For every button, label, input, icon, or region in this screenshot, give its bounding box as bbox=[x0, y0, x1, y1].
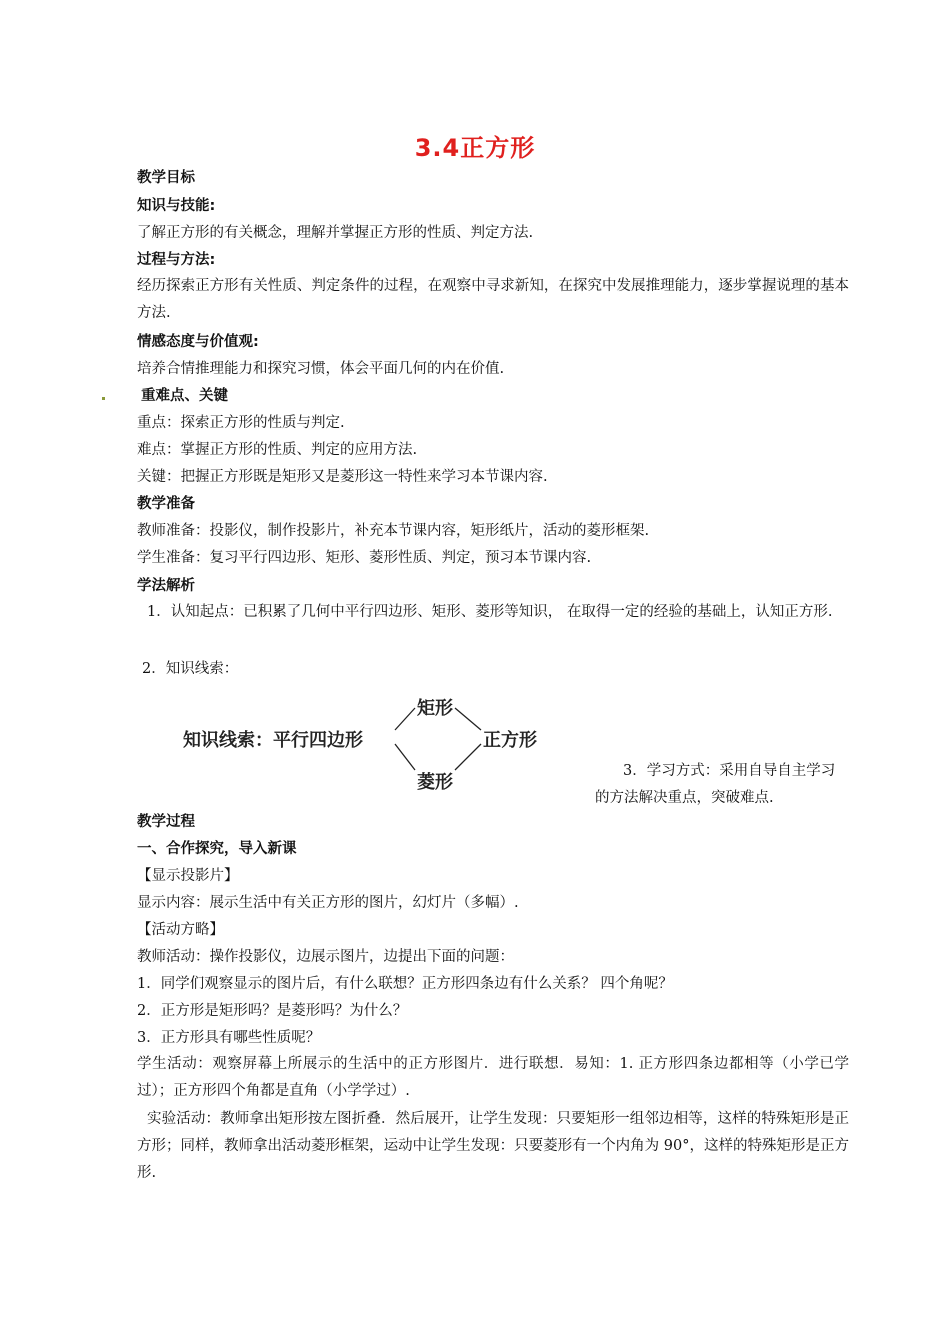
diagram-rectangle-label: 矩形 bbox=[417, 698, 453, 719]
show-slides-label: 【显示投影片】 bbox=[137, 868, 239, 884]
diagram-prefix-label: 知识线索：平行四边形 bbox=[183, 730, 363, 751]
heading-teaching-goals: 教学目标 bbox=[137, 170, 195, 186]
heading-knowledge-skills: 知识与技能: bbox=[137, 198, 216, 214]
student-preparation-text: 学生准备：复习平行四边形、矩形、菱形性质、判定，预习本节课内容. bbox=[137, 550, 592, 566]
bullet-dot bbox=[102, 397, 105, 400]
method-item-2: 2．知识线索： bbox=[142, 661, 239, 677]
attitude-text: 培养合情推理能力和探究习惯，体会平面几何的内在价值. bbox=[137, 361, 505, 377]
method-item-3: 3．学习方式：采用自导自主学习的方法解决重点，突破难点. bbox=[595, 763, 836, 806]
heading-learning-method: 学法解析 bbox=[137, 578, 195, 594]
question-3: 3．正方形具有哪些性质呢？ bbox=[137, 1030, 321, 1046]
question-2: 2．正方形是矩形吗？是菱形吗？为什么？ bbox=[137, 1003, 408, 1019]
activity-strategy-label: 【活动方略】 bbox=[137, 922, 224, 938]
diagram-square-label: 正方形 bbox=[483, 730, 537, 751]
diagram-rhombus-label: 菱形 bbox=[417, 772, 453, 793]
question-1: 1．同学们观察显示的图片后，有什么联想？正方形四条边有什么关系？ 四个角呢？ bbox=[137, 976, 673, 992]
knowledge-thread-diagram bbox=[183, 690, 553, 798]
page-title: 3.4正方形 bbox=[414, 134, 536, 162]
section-1-title: 一、合作探究，导入新课 bbox=[137, 841, 297, 857]
student-activity-text: 学生活动：观察屏幕上所展示的生活中的正方形图片．进行联想．易知：1. 正方形四条边都相等（小学已学过）；正方形四个角都是直角（小学学过）. bbox=[137, 1056, 849, 1099]
key-text: 关键：把握正方形既是矩形又是菱形这一特性来学习本节课内容. bbox=[137, 469, 548, 485]
line-to-rhombus bbox=[395, 744, 415, 770]
difficulty-text: 难点：掌握正方形的性质、判定的应用方法. bbox=[137, 442, 418, 458]
focus-text: 重点：探索正方形的性质与判定. bbox=[137, 415, 345, 431]
heading-teaching-process: 教学过程 bbox=[137, 814, 195, 830]
line-to-rectangle bbox=[395, 708, 415, 730]
heading-attitude-values: 情感态度与价值观: bbox=[137, 334, 259, 350]
heading-preparation: 教学准备 bbox=[137, 496, 195, 512]
teacher-preparation-text: 教师准备：投影仪，制作投影片，补充本节课内容，矩形纸片，活动的菱形框架. bbox=[137, 523, 650, 539]
knowledge-text: 了解正方形的有关概念，理解并掌握正方形的性质、判定方法. bbox=[137, 225, 534, 241]
line-rectangle-to-square bbox=[455, 708, 481, 730]
line-rhombus-to-square bbox=[455, 744, 481, 770]
experiment-activity-text: 实验活动：教师拿出矩形按左图折叠．然后展开，让学生发现：只要矩形一组邻边相等，这样的特殊矩形是正方形；同样，教师拿出活动菱形框架，运动中让学生发现：只要菱形有一个内角为 90°，这样的特殊矩形是正方形. bbox=[137, 1111, 849, 1181]
method-item-1: 1．认知起点：已积累了几何中平行四边形、矩形、菱形等知识， 在取得一定的经验的基础上，认知正方形. bbox=[147, 604, 833, 620]
heading-process-methods: 过程与方法: bbox=[137, 252, 216, 268]
heading-key-points: 重难点、关键 bbox=[141, 388, 228, 404]
teacher-activity-text: 教师活动：操作投影仪，边展示图片，边提出下面的问题： bbox=[137, 949, 514, 965]
show-content-text: 显示内容：展示生活中有关正方形的图片，幻灯片（多幅）. bbox=[137, 895, 519, 911]
process-text: 经历探索正方形有关性质、判定条件的过程，在观察中寻求新知，在探究中发展推理能力，逐步掌握说理的基本方法. bbox=[137, 278, 849, 321]
